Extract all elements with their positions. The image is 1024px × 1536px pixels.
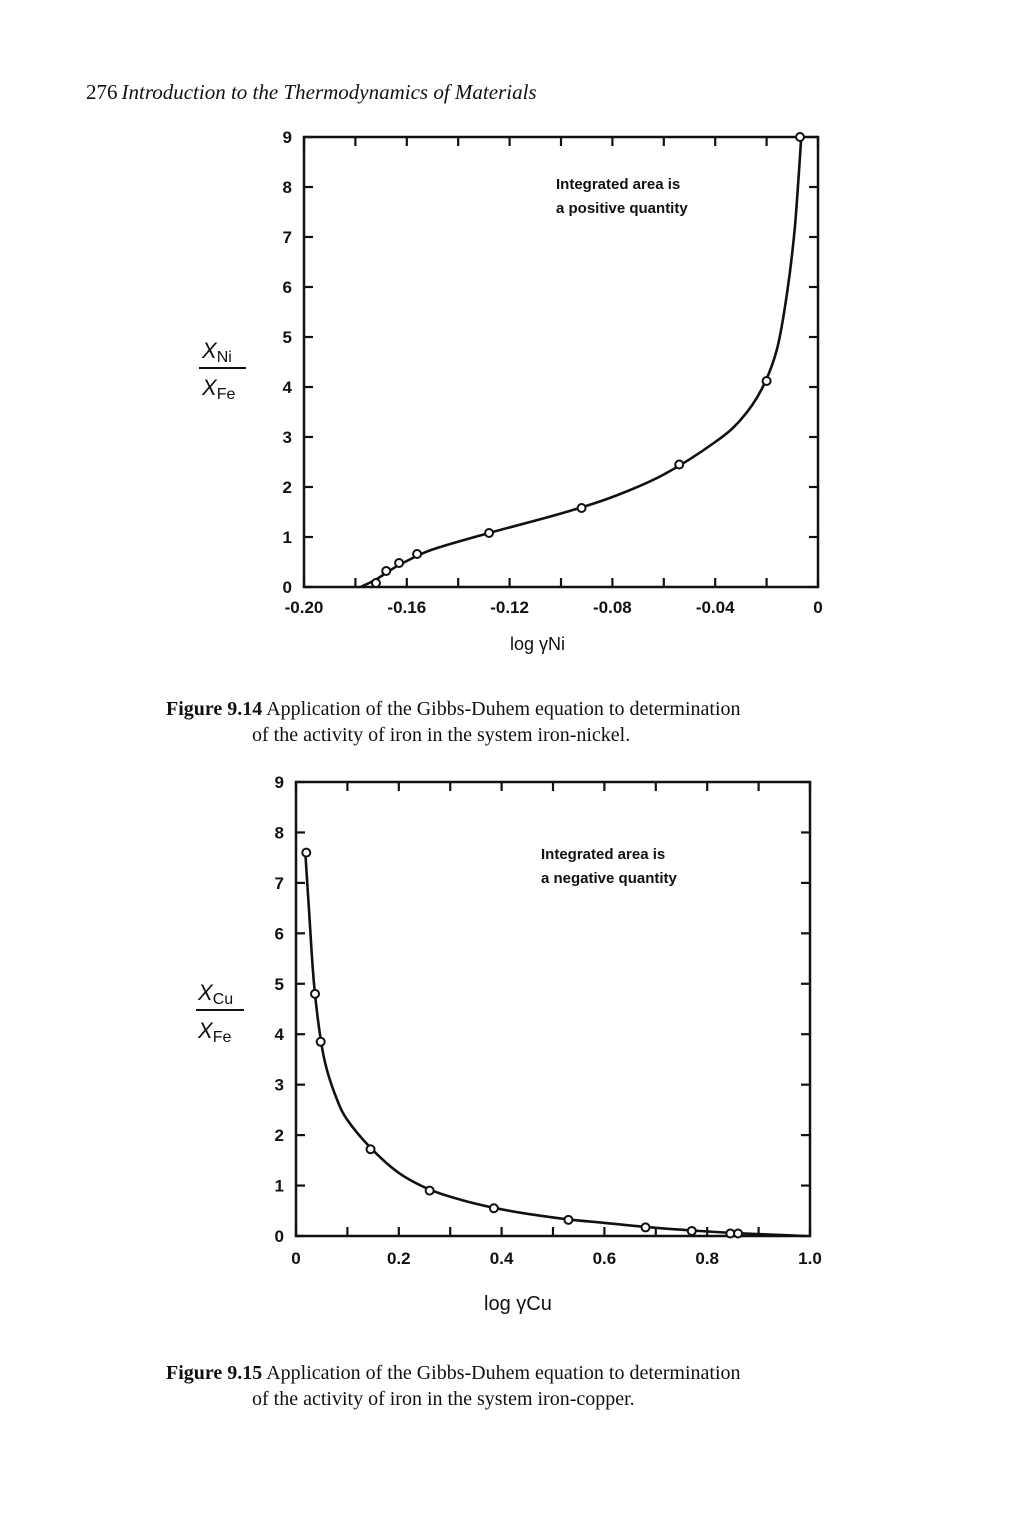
y-label-denominator: XFe bbox=[202, 375, 236, 403]
y-tick-label: 1 bbox=[282, 528, 292, 547]
figure-9-15 bbox=[0, 770, 1024, 1335]
x-axis-label: log γNi bbox=[510, 634, 566, 654]
y-tick-label: 0 bbox=[282, 578, 292, 597]
page-number: 276 bbox=[86, 80, 118, 104]
x-axis-label: log γCu bbox=[484, 1293, 552, 1315]
y-tick-label: 2 bbox=[282, 478, 292, 497]
y-tick-label: 5 bbox=[274, 974, 284, 994]
x-tick-label: 0.2 bbox=[386, 1249, 411, 1268]
data-point bbox=[426, 1187, 434, 1195]
caption-line-1: Application of the Gibbs-Duhem equation to determination bbox=[266, 1362, 741, 1384]
data-point bbox=[317, 1038, 325, 1046]
data-point bbox=[642, 1223, 650, 1231]
caption-line-1: Application of the Gibbs-Duhem equation to determination bbox=[266, 698, 741, 720]
data-point bbox=[302, 849, 310, 857]
data-point bbox=[413, 550, 421, 558]
x-tick-label: 0.4 bbox=[489, 1249, 514, 1268]
x-tick-label: 0.8 bbox=[695, 1249, 720, 1268]
y-tick-label: 9 bbox=[282, 128, 292, 147]
y-label-numerator: XCu bbox=[198, 980, 234, 1008]
caption-label: Figure 9.15 bbox=[166, 1362, 263, 1384]
x-tick-label: 0 bbox=[291, 1249, 301, 1268]
data-point bbox=[311, 990, 319, 998]
y-tick-label: 6 bbox=[282, 278, 292, 297]
caption-line-2: of the activity of iron in the system iron-nickel. bbox=[252, 724, 631, 746]
x-tick-label: -0.20 bbox=[284, 598, 324, 617]
y-tick-label: 8 bbox=[274, 823, 284, 843]
y-tick-label: 3 bbox=[274, 1075, 284, 1095]
data-point bbox=[485, 529, 493, 537]
y-tick-label: 3 bbox=[282, 428, 292, 447]
y-tick-label: 4 bbox=[274, 1025, 284, 1045]
y-axis-label bbox=[199, 338, 246, 403]
data-point bbox=[490, 1204, 498, 1212]
x-tick-label: -0.08 bbox=[593, 598, 632, 617]
x-tick-label: -0.12 bbox=[490, 598, 529, 617]
data-point bbox=[382, 567, 390, 575]
iron-copper-chart bbox=[0, 770, 1024, 1330]
y-label-denominator: XFe bbox=[198, 1018, 232, 1046]
x-tick-label: 0 bbox=[813, 598, 823, 617]
data-point bbox=[578, 504, 586, 512]
y-tick-label: 9 bbox=[274, 773, 284, 792]
data-point bbox=[763, 377, 771, 385]
fitted-curve bbox=[305, 853, 805, 1236]
x-tick-label: -0.04 bbox=[695, 598, 735, 617]
y-tick-label: 2 bbox=[274, 1126, 284, 1146]
data-point bbox=[395, 559, 403, 567]
book-title: Introduction to the Thermodynamics of Materials bbox=[121, 80, 537, 104]
data-point bbox=[688, 1227, 696, 1235]
y-tick-label: 8 bbox=[282, 178, 292, 197]
x-tick-label: 1.0 bbox=[798, 1249, 822, 1268]
y-tick-labels bbox=[283, 128, 293, 597]
y-tick-label: 1 bbox=[274, 1176, 284, 1196]
x-tick-labels bbox=[291, 1249, 822, 1268]
figure-9-14-caption bbox=[166, 696, 866, 748]
annotation-line-1: Integrated area is bbox=[556, 176, 681, 193]
y-tick-label: 5 bbox=[282, 328, 292, 347]
data-point bbox=[675, 461, 683, 469]
y-tick-label: 4 bbox=[282, 378, 292, 397]
x-tick-labels bbox=[285, 598, 823, 617]
y-tick-label: 0 bbox=[274, 1227, 284, 1246]
caption-line-2: of the activity of iron in the system iron-copper. bbox=[252, 1388, 635, 1410]
annotation-line-2: a positive quantity bbox=[556, 200, 688, 217]
x-tick-label: 0.6 bbox=[592, 1249, 617, 1268]
iron-nickel-chart bbox=[0, 125, 1024, 665]
y-tick-labels bbox=[275, 773, 285, 1246]
data-points bbox=[302, 849, 742, 1238]
data-point bbox=[372, 579, 380, 587]
data-point bbox=[564, 1216, 572, 1224]
annotation-line-1: Integrated area is bbox=[541, 846, 666, 863]
annotation-line-2: a negative quantity bbox=[541, 870, 677, 887]
data-point bbox=[734, 1229, 742, 1237]
data-point bbox=[796, 133, 804, 141]
x-tick-label: -0.16 bbox=[387, 598, 427, 617]
y-tick-label: 7 bbox=[282, 228, 292, 247]
data-point bbox=[367, 1145, 375, 1153]
page-header bbox=[86, 80, 537, 105]
caption-label: Figure 9.14 bbox=[166, 698, 263, 720]
figure-9-15-caption bbox=[166, 1360, 866, 1412]
y-tick-label: 6 bbox=[274, 924, 284, 944]
y-label-numerator: XNi bbox=[202, 338, 232, 366]
y-axis-label bbox=[196, 980, 244, 1046]
y-tick-label: 7 bbox=[274, 873, 284, 893]
figure-9-14 bbox=[0, 125, 1024, 670]
